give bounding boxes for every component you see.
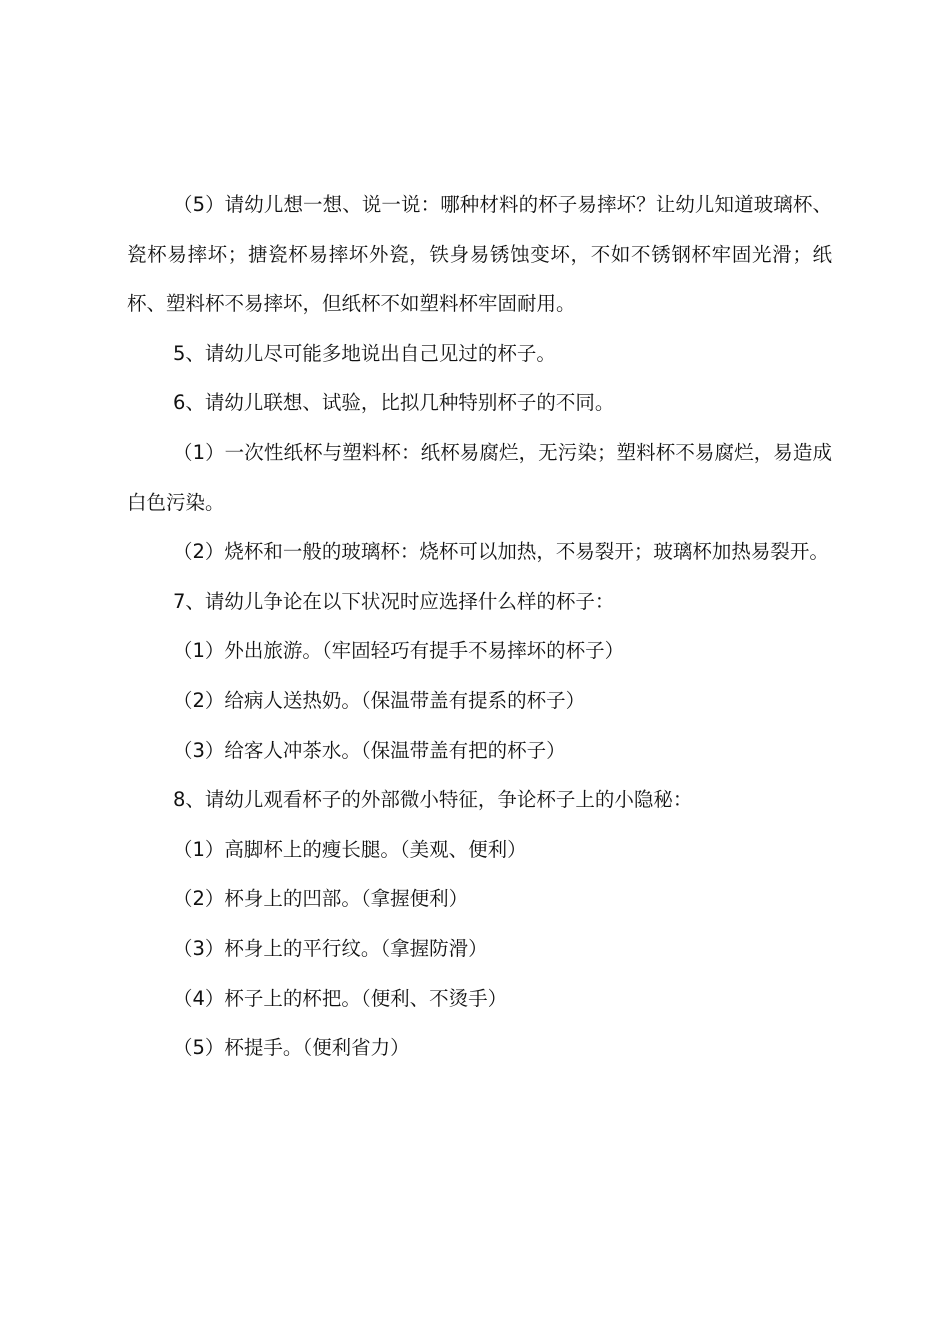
list-item-handle: （4）杯子上的杯把。（便利、不烫手） bbox=[173, 986, 508, 1010]
paragraph-step-8: 8、请幼儿观看杯子的外部微小特征，争论杯子上的小隐秘： bbox=[173, 788, 693, 812]
paragraph-step-5: 5、请幼儿尽可能多地说出自己见过的杯子。 bbox=[173, 341, 556, 365]
list-item-indent: （2）杯身上的凹部。（拿握便利） bbox=[173, 887, 469, 911]
list-item-stem: （1）高脚杯上的瘦长腿。（美观、便利） bbox=[173, 837, 527, 861]
paragraph-material-breakage: （5）请幼儿想一想、说一说：哪种材料的杯子易摔坏？让幼儿知道玻璃杯、瓷杯易摔坏；搪瓷杯易摔坏外瓷，铁身易锈蚀变坏，不如不锈钢杯牢固光滑；纸杯、塑料杯不易摔坏，但纸杯不如塑料杯牢固耐用。 bbox=[127, 193, 832, 316]
list-item-travel: （1）外出旅游。（牢固轻巧有提手不易摔坏的杯子） bbox=[173, 639, 625, 663]
document-page bbox=[127, 180, 832, 1073]
list-item-ridges: （3）杯身上的平行纹。（拿握防滑） bbox=[173, 936, 488, 960]
list-item-guest: （3）给客人冲茶水。（保温带盖有把的杯子） bbox=[173, 738, 566, 762]
paragraph-step-6: 6、请幼儿联想、试验，比拟几种特别杯子的不同。 bbox=[173, 391, 615, 415]
paragraph-step-7: 7、请幼儿争论在以下状况时应选择什么样的杯子： bbox=[173, 589, 615, 613]
list-item-patient: （2）给病人送热奶。（保温带盖有提系的杯子） bbox=[173, 688, 586, 712]
paragraph-beaker-vs-glass: （2）烧杯和一般的玻璃杯：烧杯可以加热，不易裂开；玻璃杯加热易裂开。 bbox=[173, 540, 829, 564]
list-item-carry-handle: （5）杯提手。（便利省力） bbox=[173, 1036, 410, 1060]
paragraph-paper-vs-plastic: （1）一次性纸杯与塑料杯：纸杯易腐烂，无污染；塑料杯不易腐烂，易造成白色污染。 bbox=[127, 440, 832, 514]
